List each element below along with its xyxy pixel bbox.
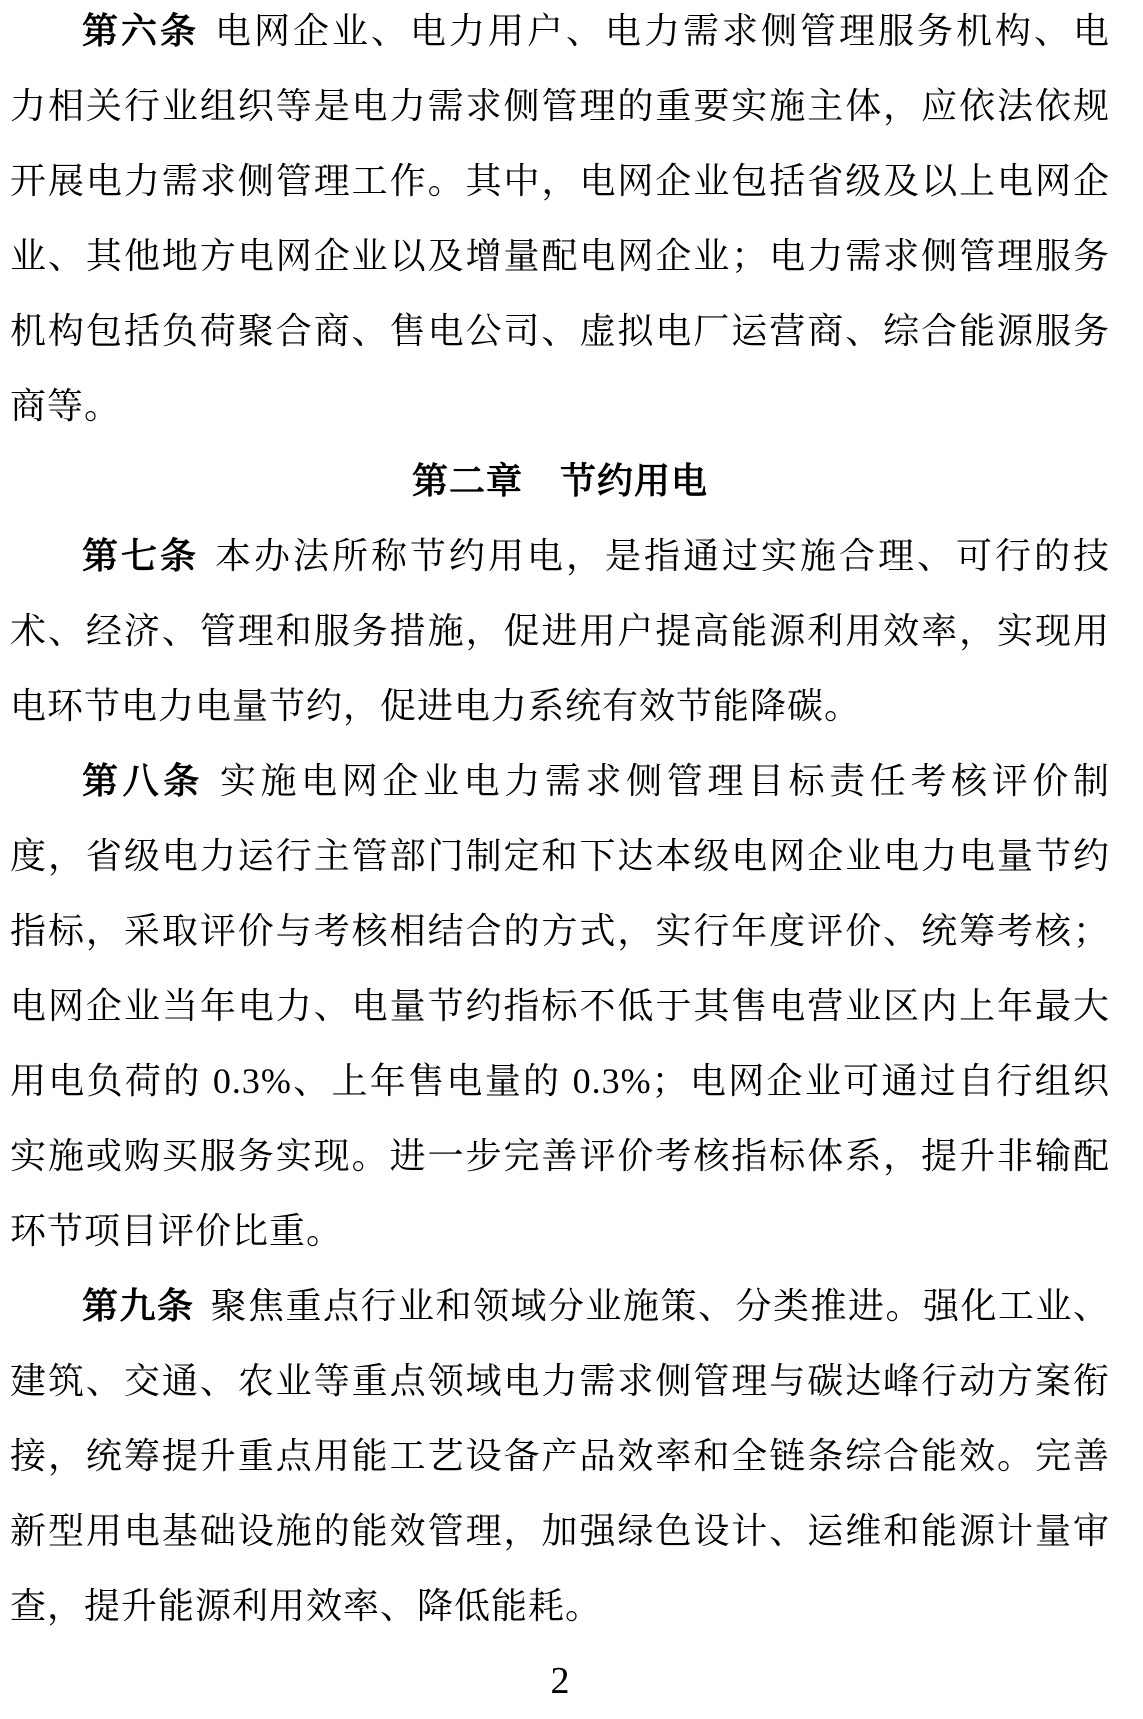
document-line xyxy=(10,294,1110,369)
document-line xyxy=(10,1119,1110,1194)
line-text: 第二章 节约用电 xyxy=(411,461,708,501)
line-text: 本办法所称节约用电，是指通过实施合理、可行的技 xyxy=(215,536,1110,576)
line-text: 术、经济、管理和服务措施，促进用户提高能源利用效率，实现用 xyxy=(10,611,1110,651)
line-text: 接，统筹提升重点用能工艺设备产品效率和全链条综合能效。完善 xyxy=(10,1436,1110,1476)
document-line xyxy=(10,1194,1110,1269)
article-first-line xyxy=(10,519,1110,594)
document-line xyxy=(10,144,1110,219)
line-text: 建筑、交通、农业等重点领域电力需求侧管理与碳达峰行动方案衔 xyxy=(10,1361,1110,1401)
document-line xyxy=(10,369,1110,444)
line-text: 电网企业、电力用户、电力需求侧管理服务机构、电 xyxy=(215,11,1110,51)
document-line xyxy=(10,1569,1110,1644)
page-number: 2 xyxy=(550,1660,570,1702)
line-text: 实施电网企业电力需求侧管理目标责任考核评价制 xyxy=(219,761,1110,801)
document-line xyxy=(10,969,1110,1044)
document-line xyxy=(10,594,1110,669)
article-number-label: 第七条 xyxy=(82,536,199,576)
line-text: 实施或购买服务实现。进一步完善评价考核指标体系，提升非输配 xyxy=(10,1136,1110,1176)
document-line xyxy=(10,1344,1110,1419)
line-text: 用电负荷的 0.3%、上年售电量的 0.3%；电网企业可通过自行组织 xyxy=(10,1061,1110,1101)
line-text: 查，提升能源利用效率、降低能耗。 xyxy=(10,1586,603,1626)
document-line xyxy=(10,669,1110,744)
line-text: 机构包括负荷聚合商、售电公司、虚拟电厂运营商、综合能源服务 xyxy=(10,311,1110,351)
line-text: 电环节电力电量节约，促进电力系统有效节能降碳。 xyxy=(10,686,862,726)
line-text: 指标，采取评价与考核相结合的方式，实行年度评价、统筹考核； xyxy=(10,911,1110,951)
line-text: 环节项目评价比重。 xyxy=(10,1211,344,1251)
article-number-label: 第八条 xyxy=(82,761,204,801)
line-text: 聚焦重点行业和领域分业施策、分类推进。强化工业、 xyxy=(210,1286,1110,1326)
document-body xyxy=(10,0,1110,1644)
line-text: 度，省级电力运行主管部门制定和下达本级电网企业电力电量节约 xyxy=(10,836,1110,876)
line-text: 电网企业当年电力、电量节约指标不低于其售电营业区内上年最大 xyxy=(10,986,1110,1026)
document-line xyxy=(10,1419,1110,1494)
document-line xyxy=(10,69,1110,144)
article-number-label: 第九条 xyxy=(82,1286,195,1326)
article-first-line xyxy=(10,0,1110,69)
document-line xyxy=(10,894,1110,969)
chapter-heading xyxy=(10,444,1110,519)
line-text: 新型用电基础设施的能效管理，加强绿色设计、运维和能源计量审 xyxy=(10,1511,1110,1551)
article-number-label: 第六条 xyxy=(82,11,199,51)
line-text: 开展电力需求侧管理工作。其中，电网企业包括省级及以上电网企 xyxy=(10,161,1110,201)
article-first-line xyxy=(10,1269,1110,1344)
line-text: 业、其他地方电网企业以及增量配电网企业；电力需求侧管理服务 xyxy=(10,236,1110,276)
document-line xyxy=(10,1494,1110,1569)
article-first-line xyxy=(10,744,1110,819)
document-line xyxy=(10,219,1110,294)
line-text: 商等。 xyxy=(10,386,122,426)
document-line xyxy=(10,1044,1110,1119)
line-text: 力相关行业组织等是电力需求侧管理的重要实施主体，应依法依规 xyxy=(10,86,1110,126)
document-line xyxy=(10,819,1110,894)
